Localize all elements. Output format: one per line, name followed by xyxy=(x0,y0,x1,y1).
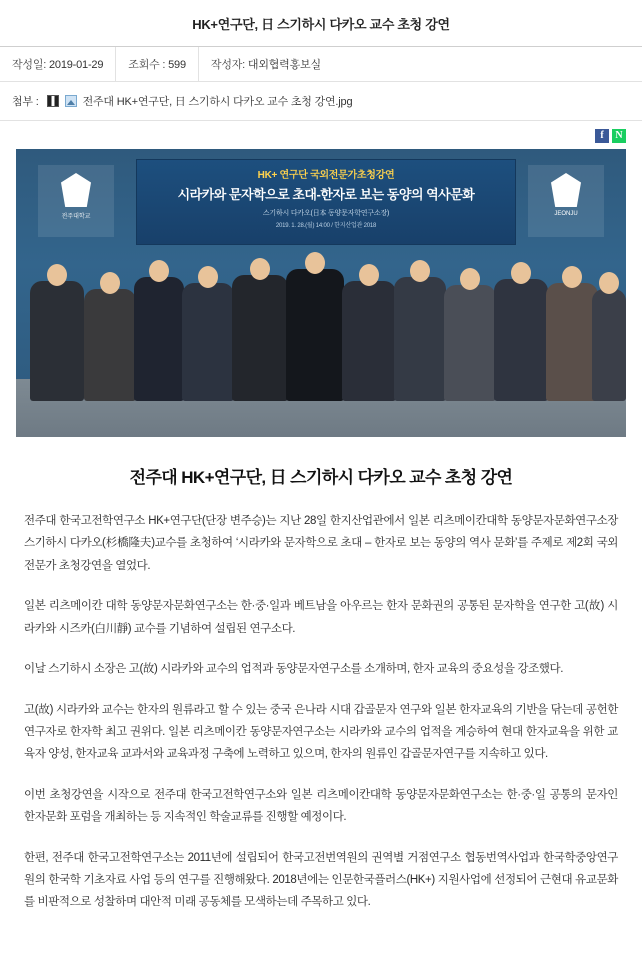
banner-line-4: 2019. 1. 28.(월) 14:00 / 한지산업관 2018 xyxy=(275,223,377,229)
person-figure xyxy=(592,289,626,401)
person-figure xyxy=(232,275,288,401)
banner-line-2: 시라카와 문자학으로 초대-한자로 보는 동양의 역사문화 xyxy=(177,187,475,202)
attachment-label: 첨부 : xyxy=(12,96,39,108)
article-photo xyxy=(16,149,626,437)
banner-line-1: HK+ 연구단 국외전문가초청강연 xyxy=(257,170,395,181)
photo-people-group xyxy=(16,211,626,401)
article-paragraph: 이날 스기하시 소장은 고(故) 시라카와 교수의 업적과 동양문자연구소를 소개하며, 한자 교육의 중요성을 강조했다. xyxy=(24,663,563,676)
article-photo-wrap xyxy=(0,149,642,437)
attachment-row xyxy=(0,82,642,121)
qr-icon[interactable] xyxy=(47,95,59,107)
meta-views xyxy=(115,47,198,81)
person-figure xyxy=(494,279,548,401)
person-figure xyxy=(342,281,396,401)
naver-share-icon[interactable]: N xyxy=(612,129,626,143)
article-headline: 전주대 HK+연구단, 日 스기하시 다카오 교수 초청 강연 xyxy=(129,468,513,487)
meta-author-value: 대외협력홍보실 xyxy=(247,59,321,71)
article-paragraph: 전주대 한국고전학연구소 HK+연구단(단장 변주승)는 지난 28일 한지산업관에서 일본 리츠메이칸대학 동양문자문화연구소장 스기하시 다카오(杉橋隆夫)교수를 초청하여 ‘시라카와 문자학으로 초대 – 한자로 보는 동양의 역사 문화’를 주제로 제2회 국외전문가 초청강연을 열었다. xyxy=(24,515,618,572)
photo-logo-right-label: JEONJU xyxy=(554,211,578,217)
post-meta-row xyxy=(0,47,642,82)
meta-views-label: 조회수 : xyxy=(128,59,166,71)
person-figure xyxy=(30,281,84,401)
meta-author xyxy=(198,47,333,81)
person-figure xyxy=(394,277,446,401)
university-emblem-icon-right xyxy=(551,173,581,207)
person-figure xyxy=(286,269,344,401)
meta-date xyxy=(0,47,115,81)
photo-logo-left-label: 전주대학교 xyxy=(61,214,91,220)
article-body xyxy=(0,510,642,956)
meta-date-value: 2019-01-29 xyxy=(49,59,104,71)
attachment-filename-link[interactable]: 전주대 HK+연구단, 日 스기하시 다카오 교수 초청 강연.jpg xyxy=(82,96,353,108)
facebook-share-icon[interactable]: f xyxy=(595,129,609,143)
person-figure xyxy=(444,285,496,401)
article-paragraph: 한편, 전주대 한국고전학연구소는 2011년에 설립되어 한국고전번역원의 권역별 거점연구소 협동번역사업과 한국학중앙연구원의 한국학 기초자료 사업 등의 연구를 진행해왔다. 2018년에는 인문한국플러스(HK+) 지원사업에 선정되어 근현대 유교문화를 비판적으로 성찰하며 대안적 미래 공동체를 모색하는데 주목하고 있다. xyxy=(24,851,618,909)
person-figure xyxy=(546,283,598,401)
page-title: HK+연구단, 日 스기하시 다카오 교수 초청 강연 xyxy=(0,0,642,47)
university-emblem-icon xyxy=(61,173,91,207)
article-paragraph: 고(故) 시라카와 교수는 한자의 원류라고 할 수 있는 중국 은나라 시대 갑골문자 연구와 일본 한자교육의 기반을 닦는데 공헌한 연구자로 한자학 최고 권위다. 일본 리츠메이칸 동양문자연구소는 시라카와 교수의 업적을 계승하여 현대 한자교육을 위한 교육자 양성, 한자교육 교과서와 교육과정 구축에 노력하고 있으며, 한자의 원류인 갑골문자연구를 지속하고 있다. xyxy=(24,703,618,761)
share-bar xyxy=(0,121,642,149)
article-paragraph: 이번 초청강연을 시작으로 전주대 한국고전학연구소와 일본 리츠메이칸대학 동양문자문화연구소는 한·중·일 공통의 문자인 한자문화 포럼을 개최하는 등 지속적인 학술교류를 진행할 예정이다. xyxy=(24,788,618,824)
person-figure xyxy=(182,283,234,401)
person-figure xyxy=(134,277,184,401)
meta-views-value: 599 xyxy=(168,59,186,71)
meta-date-label: 작성일: xyxy=(12,59,47,71)
banner-line-3: 스기하시 다카오(日本 동양문자학연구소장) xyxy=(262,210,390,217)
article-paragraph: 일본 리츠메이칸 대학 동양문자문화연구소는 한·중·일과 베트남을 아우르는 한자 문화권의 공통된 문자학을 연구한 고(故) 시라카와 시즈카(白川靜) 교수를 기념하여 설립된 연구소다. xyxy=(24,600,618,635)
image-file-icon[interactable] xyxy=(65,95,77,107)
meta-author-label: 작성자: xyxy=(210,59,246,71)
person-figure xyxy=(84,289,136,401)
